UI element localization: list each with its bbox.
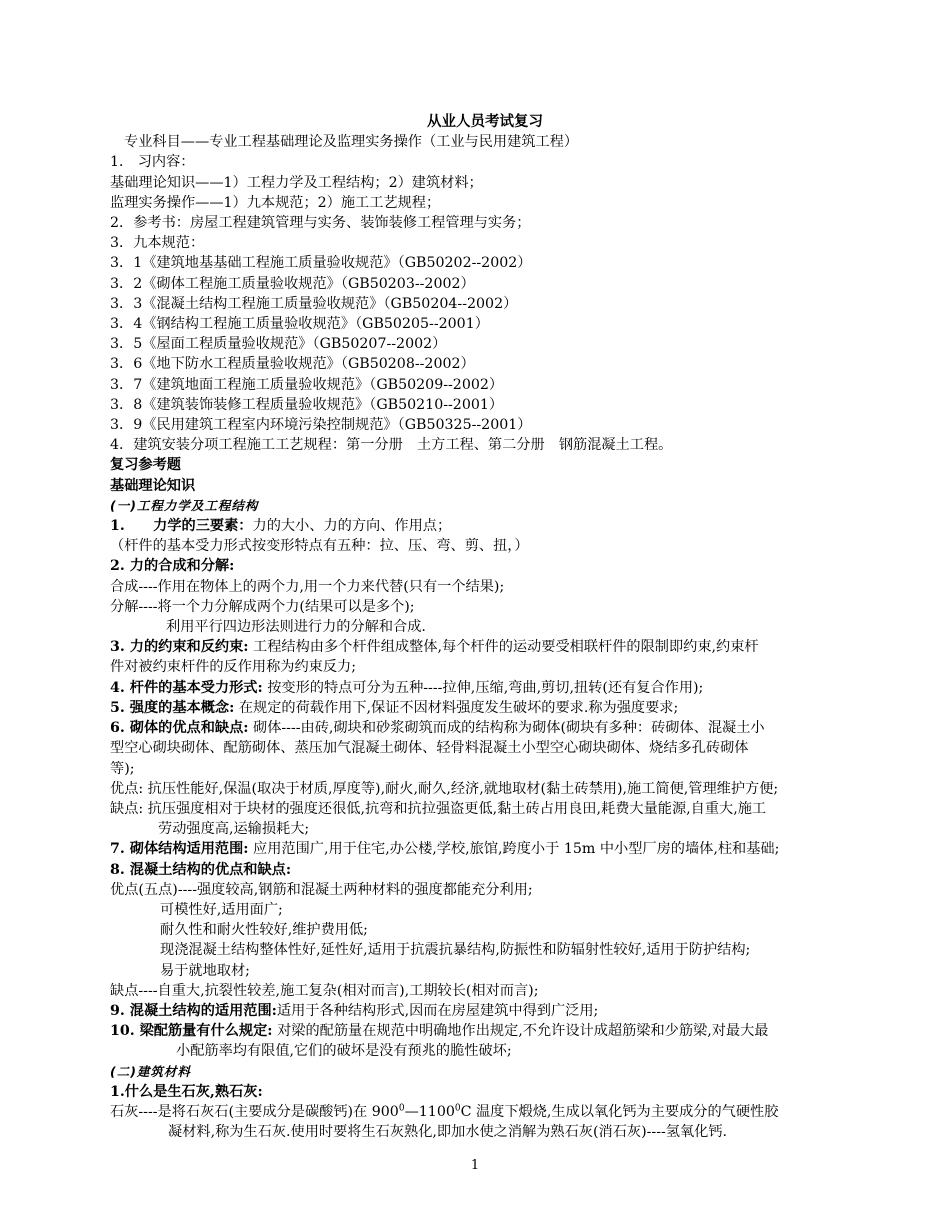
superscript: 0 [454, 1103, 461, 1114]
answer-line: 优点(五点)----强度较高,钢筋和混凝土两种材料的强度都能充分利用; [110, 881, 533, 898]
answer-line: 凝材料,称为生石灰.使用时要将生石灰熟化,即加水使之消解为熟石灰(消石灰)----氢氧化钙. [168, 1124, 728, 1141]
answer-text: —1100 [404, 1103, 455, 1120]
question-text: 在规定的荷载作用下,保证不因材料强度发生破坏的要求.称为强度要求; [234, 699, 679, 716]
answer-line: 现浇混凝土结构整体性好,延性好,适用于抗震抗暴结构,防振性和防辐射性较好,适用于防护结构; [160, 942, 751, 959]
document-page [110, 112, 860, 1142]
subsection-heading: (一)工程力学及工程结构 [110, 497, 259, 513]
document-subtitle: 专业科目——专业工程基础理论及监理实务操作（工业与民用建筑工程） [124, 134, 579, 151]
question-text: 工程结构由多个杆件组成整体,每个杆件的运动要受相联杆件的限制即约束,约束杆 [248, 639, 759, 656]
answer-line: 合成----作用在物体上的两个力,用一个力来代替(只有一个结果); [110, 578, 505, 595]
question-text: 对梁的配筋量在规范中明确地作出规定,不允许设计成超筋梁和少筋梁,对最大最 [272, 1023, 769, 1040]
heading-review: 复习参考题 [110, 457, 181, 474]
question-5 [110, 698, 860, 718]
question-label: 1. 力学的三要素： [110, 518, 253, 535]
standard-item: 3．1《建筑地基基础工程施工质量验收规范》（GB50202--2002） [110, 255, 532, 272]
question-label: 5. 强度的基本概念: [110, 699, 235, 716]
question-1 [110, 516, 860, 536]
standard-item: 3．8《建筑装饰装修工程质量验收规范》（GB50210--2001） [110, 396, 504, 413]
question-label: 4. 杆件的基本受力形式: [110, 679, 263, 696]
standard-item: 3．4《钢结构工程施工质量验收规范》（GB50205--2001） [110, 316, 489, 333]
standard-item: 3．9《民用建筑工程室内环境污染控制规范》（GB50325--2001） [110, 417, 532, 434]
answer-line: 件对被约束杆件的反作用称为约束反力; [110, 659, 356, 676]
question-label: 10. 梁配筋量有什么规定: [110, 1023, 273, 1040]
intro-line: 3．九本规范： [110, 235, 205, 252]
standard-item: 3．3《混凝土结构工程施工质量验收规范》（GB50204--2002） [110, 295, 518, 312]
question-6 [110, 718, 860, 738]
answer-line: 缺点----自重大,抗裂性较差,施工复杂(相对而言),工期较长(相对而言); [110, 982, 539, 999]
question-text: 按变形的特点可分为五种----拉伸,压缩,弯曲,剪切,扭转(还有复合作用); [262, 679, 704, 696]
question-7 [110, 839, 860, 859]
question-label: 1.什么是生石灰,熟石灰: [110, 1083, 263, 1100]
superscript: 0 [398, 1103, 405, 1114]
question-text: 应用范围广,用于住宅,办公楼,学校,旅馆,跨度小于 15m 中小型厂房的墙体,柱和基础; [248, 841, 780, 858]
standard-item: 3．6《地下防水工程质量验收规范》（GB50208--2002） [110, 356, 475, 373]
question-label: 6. 砌体的优点和缺点: [110, 720, 249, 737]
answer-line: 等); [110, 760, 135, 777]
question-label: 7. 砌体结构适用范围: [110, 841, 249, 858]
intro-section [110, 152, 860, 455]
intro-line: 监理实务操作——1）九本规范；2）施工工艺规程； [110, 194, 441, 211]
note-line: （杆件的基本受力形式按变形特点有五种：拉、压、弯、剪、扭，） [110, 538, 529, 555]
question-3 [110, 637, 860, 657]
question-10 [110, 1021, 860, 1041]
question-9 [110, 1001, 860, 1021]
question-label: 3. 力的约束和反约束: [110, 639, 249, 656]
intro-line: 4．建筑安装分项工程施工工艺规程：第一分册 土方工程、第二分册 钢筋混凝土工程。 [110, 437, 673, 454]
answer-line: 小配筋率均有限值,它们的破坏是没有预兆的脆性破坏; [176, 1043, 512, 1060]
answer-text: C 温度下煅烧,生成以氧化钙为主要成分的气硬性胶 [460, 1103, 779, 1120]
question-text: 适用于各种结构形式,因而在房屋建筑中得到广泛用; [276, 1002, 599, 1019]
standard-item: 3．2《砌体工程施工质量验收规范》（GB50203--2002） [110, 275, 475, 292]
subsection-heading: (二)建筑材料 [110, 1063, 191, 1079]
answer-line: 耐久性和耐火性较好,维护费用低; [160, 922, 368, 939]
answer-line: 劳动强度高,运输损耗大; [158, 821, 310, 838]
answer-text: 石灰----是将石灰石(主要成分是碳酸钙)在 900 [110, 1103, 399, 1120]
question-text: 力的大小、力的方向、作用点； [252, 518, 452, 535]
document-title: 从业人员考试复习 [427, 114, 543, 130]
heading-basic: 基础理论知识 [110, 477, 196, 494]
answer-line: 缺点: 抗压强度相对于块材的强度还很低,抗弯和抗拉强盗更低,黏土砖占用良田,耗费大量能源,自重大,施工 [110, 800, 767, 817]
question-text: 砌体----由砖,砌块和砂浆砌筑而成的结构称为砌体(砌块有多种：砖砌体、混凝土小 [248, 720, 765, 737]
answer-line: 利用平行四边形法则进行力的分解和合成. [166, 619, 426, 636]
answer-line [110, 1102, 860, 1122]
intro-line: 2．参考书：房屋工程建筑管理与实务、装饰装修工程管理与实务； [110, 215, 531, 232]
question-label: 8. 混凝土结构的优点和缺点: [110, 861, 292, 878]
question-4 [110, 678, 860, 698]
intro-line: 1． 习内容： [110, 154, 195, 171]
standard-item: 3．5《屋面工程质量验收规范》（GB50207--2002） [110, 336, 447, 353]
question-label: 2. 力的合成和分解: [110, 558, 235, 575]
answer-line: 易于就地取材; [160, 962, 250, 979]
question-label: 9. 混凝土结构的适用范围: [110, 1002, 277, 1019]
page-number: 1 [470, 1158, 480, 1173]
answer-line: 型空心砌块砌体、配筋砌体、蒸压加气混凝土砌体、轻骨料混凝土小型空心砌块砌体、烧结多孔砖砌体 [110, 740, 749, 757]
answer-line: 优点: 抗压性能好,保温(取决于材质,厚度等),耐火,耐久,经济,就地取材(黏土砖禁用),施工简便,管理维护方便; [110, 780, 779, 797]
answer-line: 分解----将一个力分解成两个力(结果可以是多个); [110, 598, 415, 615]
intro-line: 基础理论知识——1）工程力学及工程结构；2）建筑材料； [110, 174, 483, 191]
answer-line: 可模性好,适用面广; [160, 901, 283, 918]
standard-item: 3．7《建筑地面工程施工质量验收规范》（GB50209--2002） [110, 376, 504, 393]
